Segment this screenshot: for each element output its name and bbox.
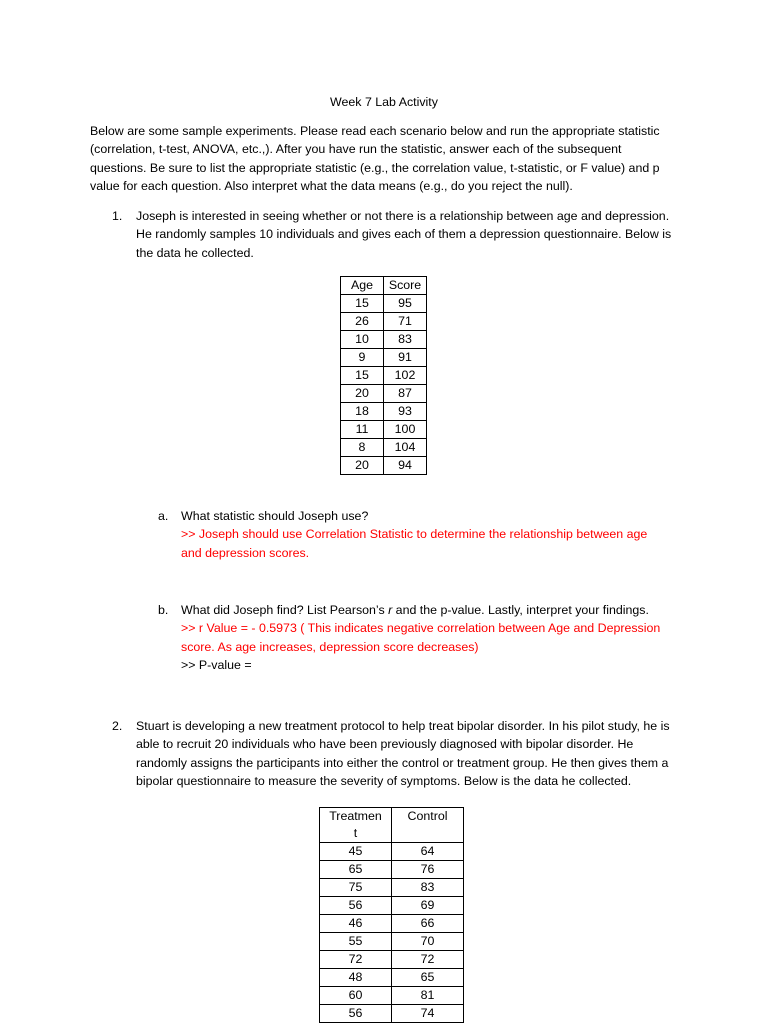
column-header-control: Control xyxy=(392,808,464,843)
table-header-row xyxy=(320,808,464,843)
treatment-cell: 72 xyxy=(320,951,392,969)
table-row xyxy=(320,969,464,987)
intro-paragraph: Below are some sample experiments. Please read each scenario below and run the appropriate statistic (correlation, t-test, ANOVA, etc.,). After you have run the statistic, answer each of the subsequent questions. Be sure to list the appropriate statistic (e.g., the correlation value, t-statistic, or F value) and p value for each question. Also interpret what the data means (e.g., do you reject the null). xyxy=(90,124,660,193)
table-row xyxy=(320,987,464,1005)
table-row xyxy=(341,439,427,457)
treatment-cell: 46 xyxy=(320,915,392,933)
treatment-cell: 55 xyxy=(320,933,392,951)
question-1b-r-answer: >> r Value = - 0.5973 ( This indicates negative correlation between Age and Depression score. As age increases, depression score decreases) xyxy=(181,621,661,654)
question-1a-text: What statistic should Joseph use? xyxy=(181,509,369,523)
table-row xyxy=(341,349,427,367)
control-cell: 76 xyxy=(392,861,464,879)
age-cell: 8 xyxy=(341,439,384,457)
treatment-cell: 45 xyxy=(320,843,392,861)
page-title: Week 7 Lab Activity xyxy=(330,95,438,109)
score-cell: 100 xyxy=(384,421,427,439)
age-cell: 26 xyxy=(341,313,384,331)
control-cell: 64 xyxy=(392,843,464,861)
control-cell: 74 xyxy=(392,1005,464,1023)
table-row xyxy=(341,295,427,313)
age-cell: 20 xyxy=(341,385,384,403)
control-cell: 83 xyxy=(392,879,464,897)
score-cell: 102 xyxy=(384,367,427,385)
table-row xyxy=(320,879,464,897)
question-1b-text-post: and the p-value. Lastly, interpret your findings. xyxy=(392,603,649,617)
score-cell: 87 xyxy=(384,385,427,403)
column-header-age: Age xyxy=(341,277,384,295)
age-cell: 15 xyxy=(341,295,384,313)
control-cell: 81 xyxy=(392,987,464,1005)
question-1a-answer: >> Joseph should use Correlation Statistic to determine the relationship between age and depression scores. xyxy=(181,527,648,560)
question-1b-p-answer: >> P-value = xyxy=(181,657,252,672)
pearson-r-symbol: r xyxy=(388,603,393,617)
control-cell: 70 xyxy=(392,933,464,951)
table-row xyxy=(341,421,427,439)
treatment-control-table xyxy=(319,807,464,1023)
age-cell: 11 xyxy=(341,421,384,439)
score-cell: 91 xyxy=(384,349,427,367)
control-cell: 72 xyxy=(392,951,464,969)
table-row xyxy=(341,313,427,331)
question-1b-text xyxy=(181,601,671,619)
column-header-score: Score xyxy=(384,277,427,295)
question-1b-letter: b. xyxy=(158,603,169,617)
question-1b-text-pre: What did Joseph find? List Pearson’s xyxy=(181,603,389,617)
treatment-cell: 56 xyxy=(320,897,392,915)
table-row xyxy=(320,915,464,933)
table-row xyxy=(320,843,464,861)
control-cell: 69 xyxy=(392,897,464,915)
age-cell: 18 xyxy=(341,403,384,421)
score-cell: 71 xyxy=(384,313,427,331)
question-2-text: Stuart is developing a new treatment protocol to help treat bipolar disorder. In his pilot study, he is able to recruit 20 individuals who have been previously diagnosed with bipolar disorder. He randomly assigns the participants into either the control or treatment group. He then gives them a bipolar questionnaire to measure the severity of symptoms. Below is the data he collected. xyxy=(136,719,670,788)
question-2 xyxy=(90,717,680,790)
question-2-number: 2. xyxy=(112,719,123,733)
score-cell: 93 xyxy=(384,403,427,421)
table-row xyxy=(341,367,427,385)
question-1a xyxy=(158,507,678,562)
treatment-cell: 56 xyxy=(320,1005,392,1023)
table-row xyxy=(320,1005,464,1023)
score-cell: 104 xyxy=(384,439,427,457)
table-header-row xyxy=(341,277,427,295)
age-cell: 20 xyxy=(341,457,384,475)
question-1a-letter: a. xyxy=(158,509,169,523)
age-cell: 10 xyxy=(341,331,384,349)
table-row xyxy=(320,951,464,969)
treatment-cell: 60 xyxy=(320,987,392,1005)
table-row xyxy=(341,385,427,403)
control-cell: 65 xyxy=(392,969,464,987)
table-row xyxy=(320,861,464,879)
score-cell: 95 xyxy=(384,295,427,313)
score-cell: 94 xyxy=(384,457,427,475)
table-row xyxy=(341,403,427,421)
score-cell: 83 xyxy=(384,331,427,349)
age-cell: 9 xyxy=(341,349,384,367)
table-row xyxy=(320,897,464,915)
table-row xyxy=(341,331,427,349)
column-header-treatment xyxy=(320,808,392,843)
question-1-text: Joseph is interested in seeing whether or not there is a relationship between age and depression. He randomly samples 10 individuals and gives each of them a depression questionnaire. Below is the data he collected. xyxy=(136,209,672,260)
age-cell: 15 xyxy=(341,367,384,385)
treatment-cell: 48 xyxy=(320,969,392,987)
column-header-treatment-line1: Treatmen xyxy=(329,809,382,823)
table-row xyxy=(341,457,427,475)
question-1-number: 1. xyxy=(112,209,123,223)
treatment-cell: 65 xyxy=(320,861,392,879)
table-row xyxy=(320,933,464,951)
treatment-cell: 75 xyxy=(320,879,392,897)
control-cell: 66 xyxy=(392,915,464,933)
question-1 xyxy=(90,207,680,262)
age-score-table xyxy=(340,276,427,475)
question-1b xyxy=(158,601,678,674)
column-header-treatment-line2: t xyxy=(353,826,358,840)
